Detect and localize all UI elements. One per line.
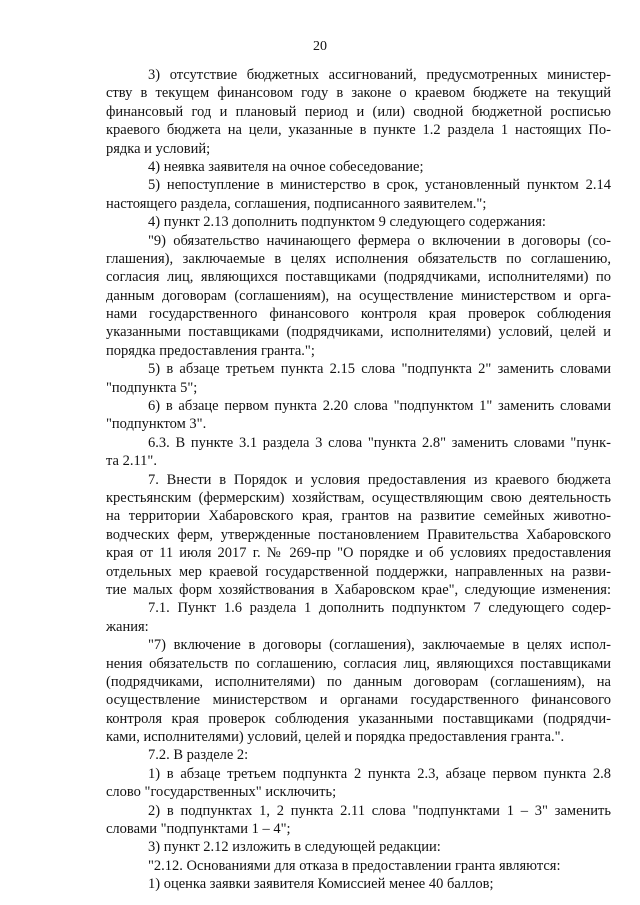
text-line: тие малых форм хозяйствования в Хабаровском крае", следующие изменения: xyxy=(106,581,611,598)
text-line: 7.1. Пункт 1.6 раздела 1 дополнить подпунктом 7 следующего содер- xyxy=(148,600,611,617)
text-line: финансовый год и плановый период и (или) сводной бюджетной росписью xyxy=(106,103,611,120)
text-line: указанными поставщиками (подрядчиками, исполнителями) условий, целей и xyxy=(106,324,611,341)
text-line: слово "государственных" исключить; xyxy=(106,784,337,801)
text-line: 4) неявка заявителя на очное собеседование; xyxy=(148,158,424,175)
text-line: нами государственного финансового контроля края проверок соблюдения xyxy=(106,306,611,323)
text-line: 5) в абзаце третьем пункта 2.15 слова "подпункта 2" заменить словами xyxy=(148,361,611,378)
text-line: (подрядчиками, исполнителями) по данным договорам (соглашениям), на xyxy=(106,673,611,690)
text-line: 3) пункт 2.12 изложить в следующей редакции: xyxy=(148,839,441,856)
text-line: 1) оценка заявки заявителя Комиссией менее 40 баллов; xyxy=(148,876,494,893)
text-line: 4) пункт 2.13 дополнить подпунктом 9 следующего содержания: xyxy=(148,214,546,231)
text-line: глашения), заключаемые в целях исполнения обязательств по соглашению, xyxy=(106,250,611,267)
text-line: 7.2. В разделе 2: xyxy=(148,747,249,764)
document-body xyxy=(106,66,611,894)
text-line: контроля края проверок соблюдения указанными поставщиками (подрядчи- xyxy=(106,710,611,727)
text-line: 6.3. В пункте 3.1 раздела 3 слова "пункта 2.8" заменить словами "пунк- xyxy=(148,434,611,451)
text-line: на территории Хабаровского края, грантов на развитие семейных животно- xyxy=(106,508,611,525)
text-line: "подпункта 5"; xyxy=(106,379,198,396)
text-line: "7) включение в договоры (соглашения), заключаемые в целях испол- xyxy=(148,637,611,654)
text-line: осуществление министерством и органами государственного финансового xyxy=(106,692,611,709)
text-line: нения обязательств по соглашению, согласия лиц, являющихся поставщиками xyxy=(106,655,611,672)
text-line: порядка предоставления гранта."; xyxy=(106,342,315,359)
text-line: словами "подпунктами 1 – 4"; xyxy=(106,821,291,838)
text-line: согласия лиц, являющихся поставщиками (подрядчиками, исполнителями) по xyxy=(106,269,611,286)
text-line: краевого бюджета на цели, указанные в пункте 1.2 раздела 1 настоящих По- xyxy=(106,122,611,139)
text-line: настоящего раздела, соглашения, подписанного заявителем."; xyxy=(106,195,487,212)
text-line: "9) обязательство начинающего фермера о включении в договоры (со- xyxy=(148,232,611,249)
text-line: 3) отсутствие бюджетных ассигнований, предусмотренных министер- xyxy=(148,67,611,83)
text-line: водческих ферм, утвержденные постановлением Правительства Хабаровского xyxy=(106,526,611,543)
text-line: 1) в абзаце третьем подпункта 2 пункта 2.3, абзаце первом пункта 2.8 xyxy=(148,765,611,782)
text-line: 7. Внести в Порядок и условия предоставления из краевого бюджета xyxy=(148,471,611,488)
text-line: жания: xyxy=(106,618,149,635)
page-number: 20 xyxy=(313,39,327,54)
text-line: 5) непоступление в министерство в срок, установленный пунктом 2.14 xyxy=(148,177,611,194)
text-line: "подпунктом 3". xyxy=(106,416,207,433)
text-line: края от 11 июля 2017 г. № 269-пр "О порядке и об условиях предоставления xyxy=(106,545,611,562)
text-line: 6) в абзаце первом пункта 2.20 слова "подпунктом 1" заменить словами xyxy=(148,398,611,415)
text-line: отдельных мер краевой государственной поддержки, направленных на разви- xyxy=(106,563,611,580)
text-line: ству в текущем финансовом году в законе о краевом бюджете на текущий xyxy=(106,85,611,102)
text-line: "2.12. Основаниями для отказа в предоставлении гранта являются: xyxy=(148,857,561,874)
text-line: 2) в подпунктах 1, 2 пункта 2.11 слова "подпунктами 1 – 3" заменить xyxy=(148,802,611,819)
text-line: данным договорам (соглашениям), на осуществление министерством и орга- xyxy=(106,287,611,304)
text-line: та 2.11". xyxy=(106,453,157,470)
text-line: крестьянским (фермерским) хозяйствам, осуществляющим свою деятельность xyxy=(106,489,611,506)
text-line: ками, исполнителями) условий, целей и порядка предоставления гранта.". xyxy=(106,729,565,746)
text-line: рядка и условий; xyxy=(106,140,211,157)
